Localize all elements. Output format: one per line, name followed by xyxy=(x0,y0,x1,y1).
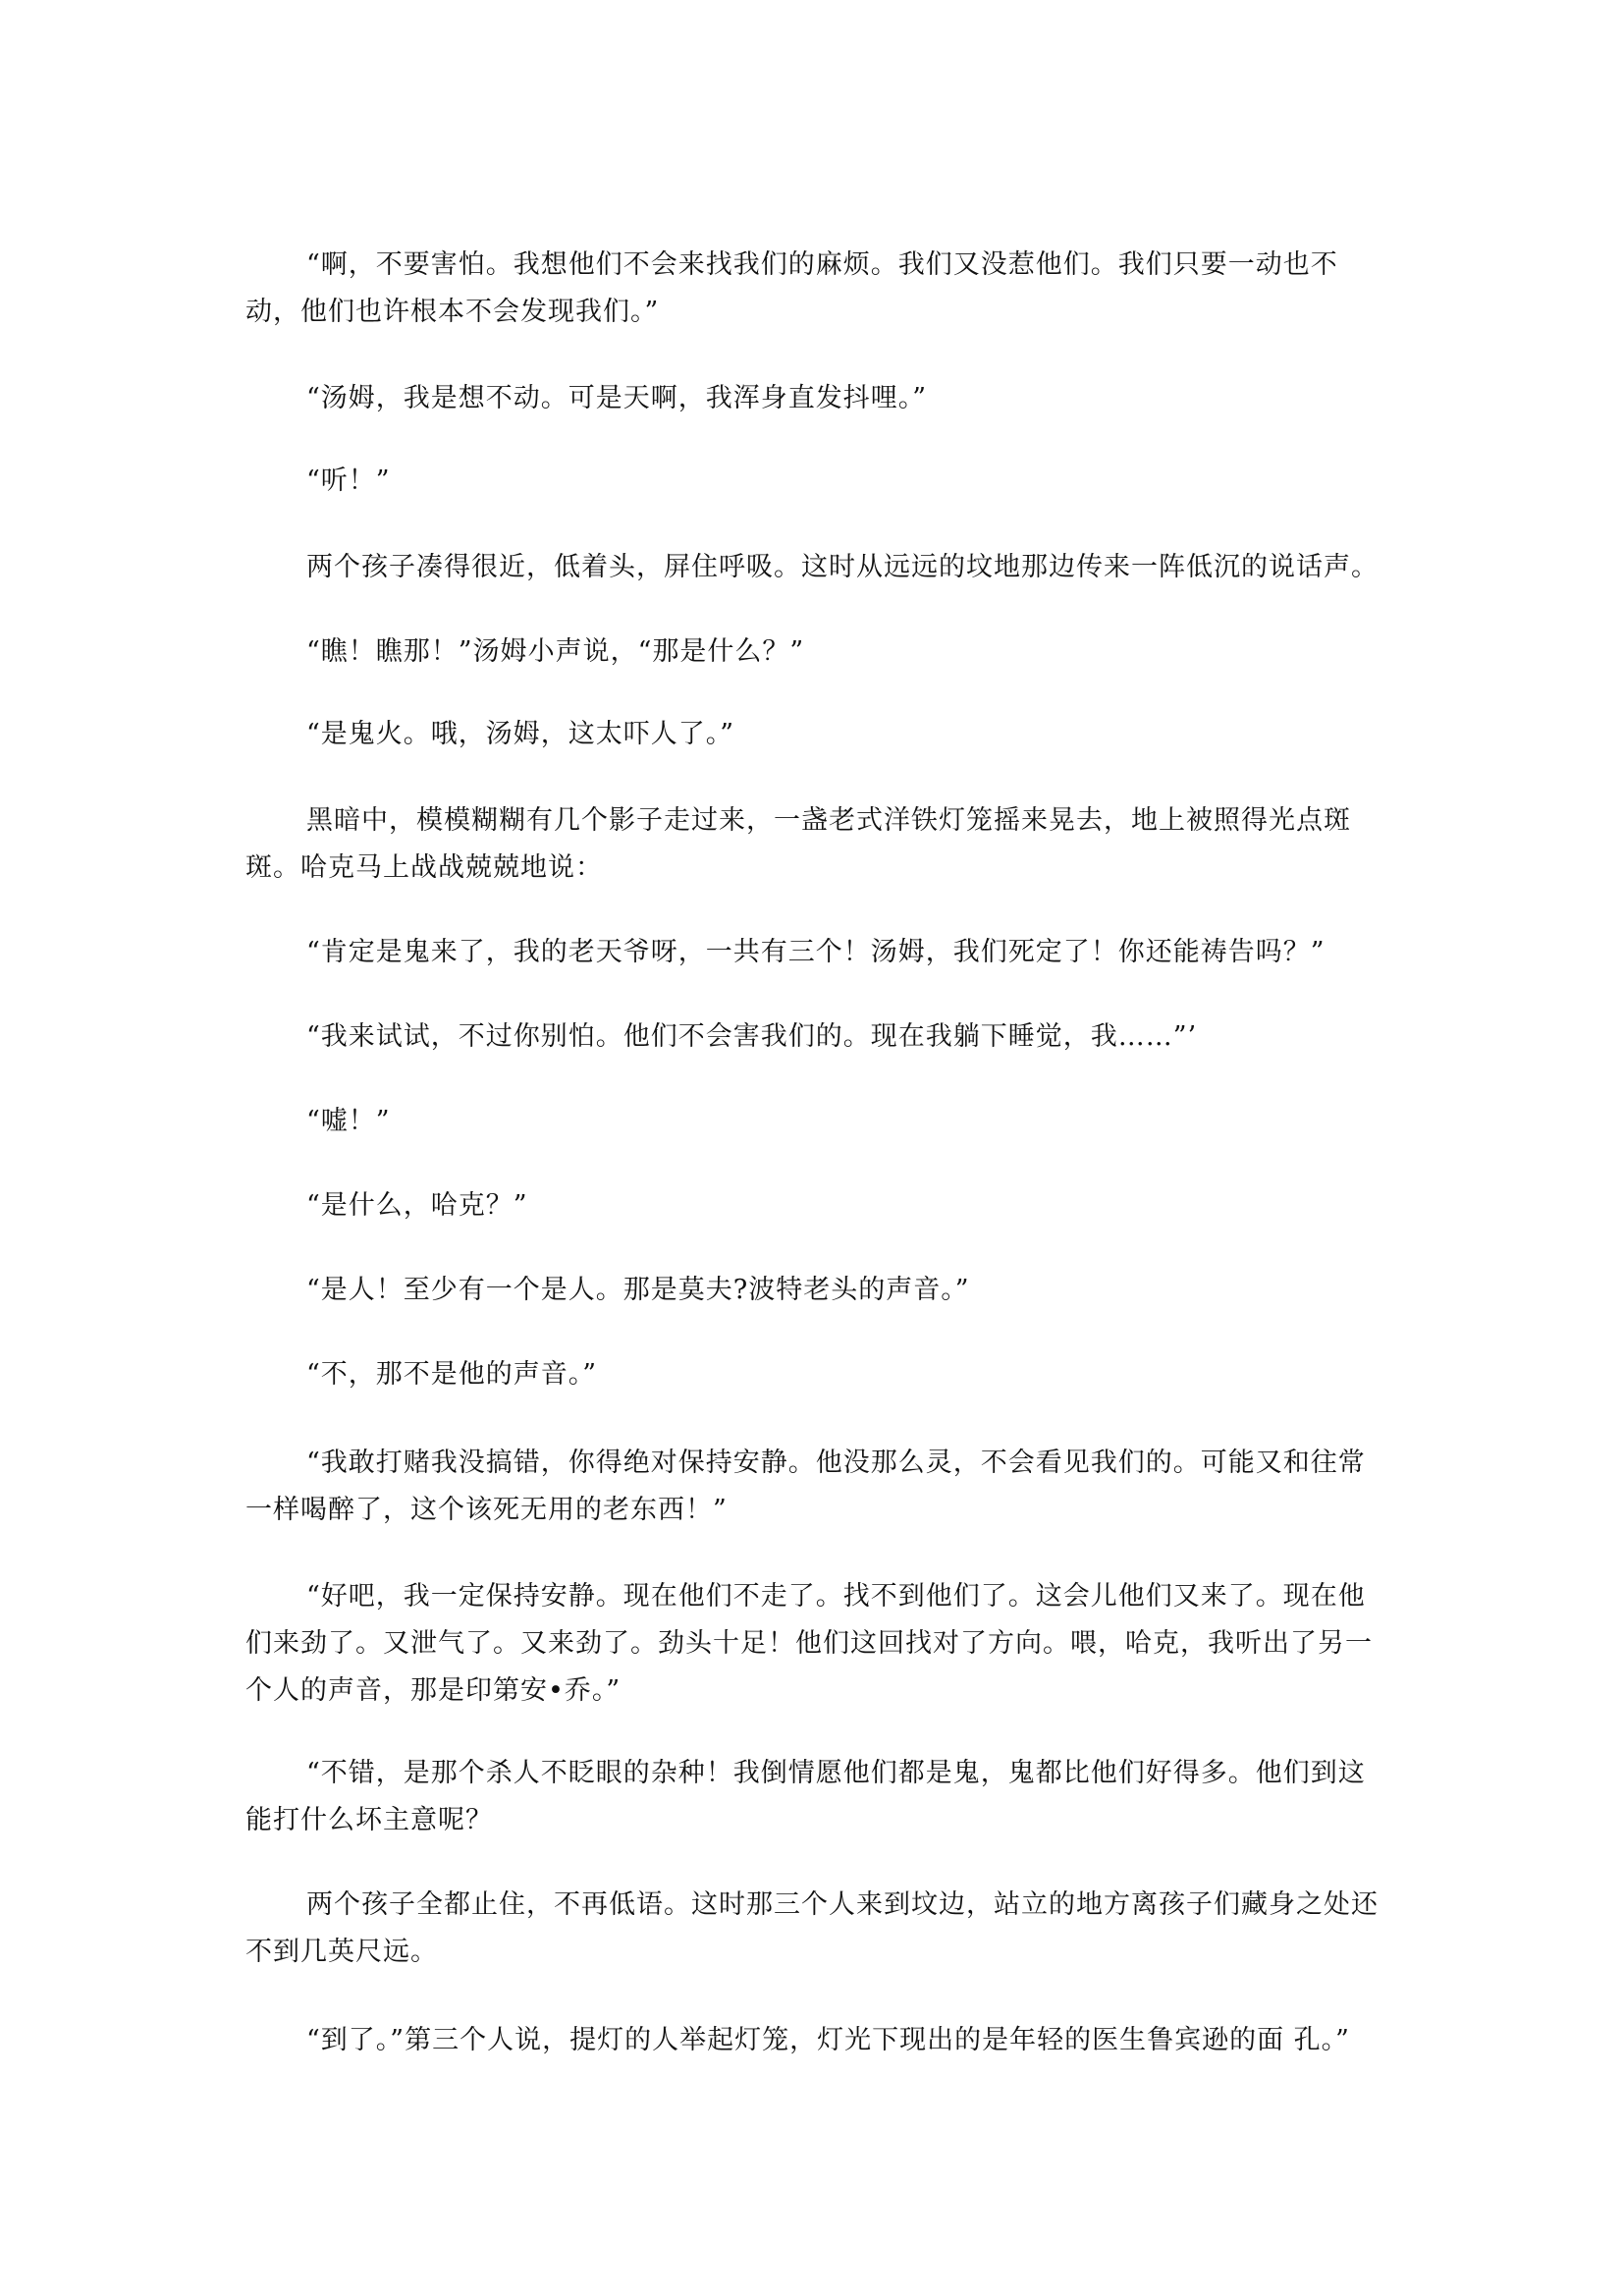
paragraph-4: 两个孩子凑得很近，低着头，屏住呼吸。这时从远远的坟地那边传来一阵低沉的说话声。 xyxy=(306,552,1379,582)
paragraph-7: 黑暗中，模模糊糊有几个影子走过来，一盏老式洋铁灯笼摇来晃去，地上被照得光点斑斑。哈克马上战战兢兢地说： xyxy=(245,805,1351,883)
paragraph-17: 两个孩子全都止住，不再低语。这时那三个人来到坟边，站立的地方离孩子们藏身之处还不到几英尺远。 xyxy=(245,1889,1379,1967)
paragraph-6: “是鬼火。哦，汤姆，这太吓人了。” xyxy=(306,719,735,749)
paragraph-10: “嘘！” xyxy=(306,1106,391,1136)
paragraph-1: “啊，不要害怕。我想他们不会来找我们的麻烦。我们又没惹他们。我们只要一动也不动，他们也许根本不会发现我们。” xyxy=(245,249,1338,327)
paragraph-8: “肯定是鬼来了，我的老天爷呀，一共有三个！汤姆，我们死定了！你还能祷告吗？” xyxy=(306,937,1325,967)
paragraph-14: “我敢打赌我没搞错，你得绝对保持安静。他没那么灵，不会看见我们的。可能又和往常一样喝醉了，这个该死无用的老东西！” xyxy=(245,1448,1366,1525)
paragraph-2: “汤姆，我是想不动。可是天啊，我浑身直发抖哩。” xyxy=(306,383,928,413)
paragraph-9: “我来试试，不过你别怕。他们不会害我们的。现在我躺下睡觉，我……”’ xyxy=(306,1021,1198,1052)
paragraph-11: “是什么，哈克？” xyxy=(306,1190,528,1221)
paragraph-3: “听！” xyxy=(306,465,391,496)
paragraph-15: “好吧，我一定保持安静。现在他们不走了。找不到他们了。这会儿他们又来了。现在他们来劲了。又泄气了。又来劲了。劲头十足！他们这回找对了方向。喂，哈克，我听出了另一个人的声音，那是印第安•乔。” xyxy=(245,1581,1373,1706)
paragraph-12: “是人！至少有一个是人。那是莫夫?波特老头的声音。” xyxy=(306,1275,970,1305)
paragraph-16: “不错，是那个杀人不眨眼的杂种！我倒情愿他们都是鬼，鬼都比他们好得多。他们到这能打什么坏主意呢？ xyxy=(245,1758,1366,1835)
paragraph-5: “瞧！瞧那！”汤姆小声说，“那是什么？” xyxy=(306,636,805,667)
paragraph-13: “不，那不是他的声音。” xyxy=(306,1359,598,1390)
paragraph-18: “到了。”第三个人说，提灯的人举起灯笼，灯光下现出的是年轻的医生鲁宾逊的面 孔。” xyxy=(306,2025,1350,2055)
